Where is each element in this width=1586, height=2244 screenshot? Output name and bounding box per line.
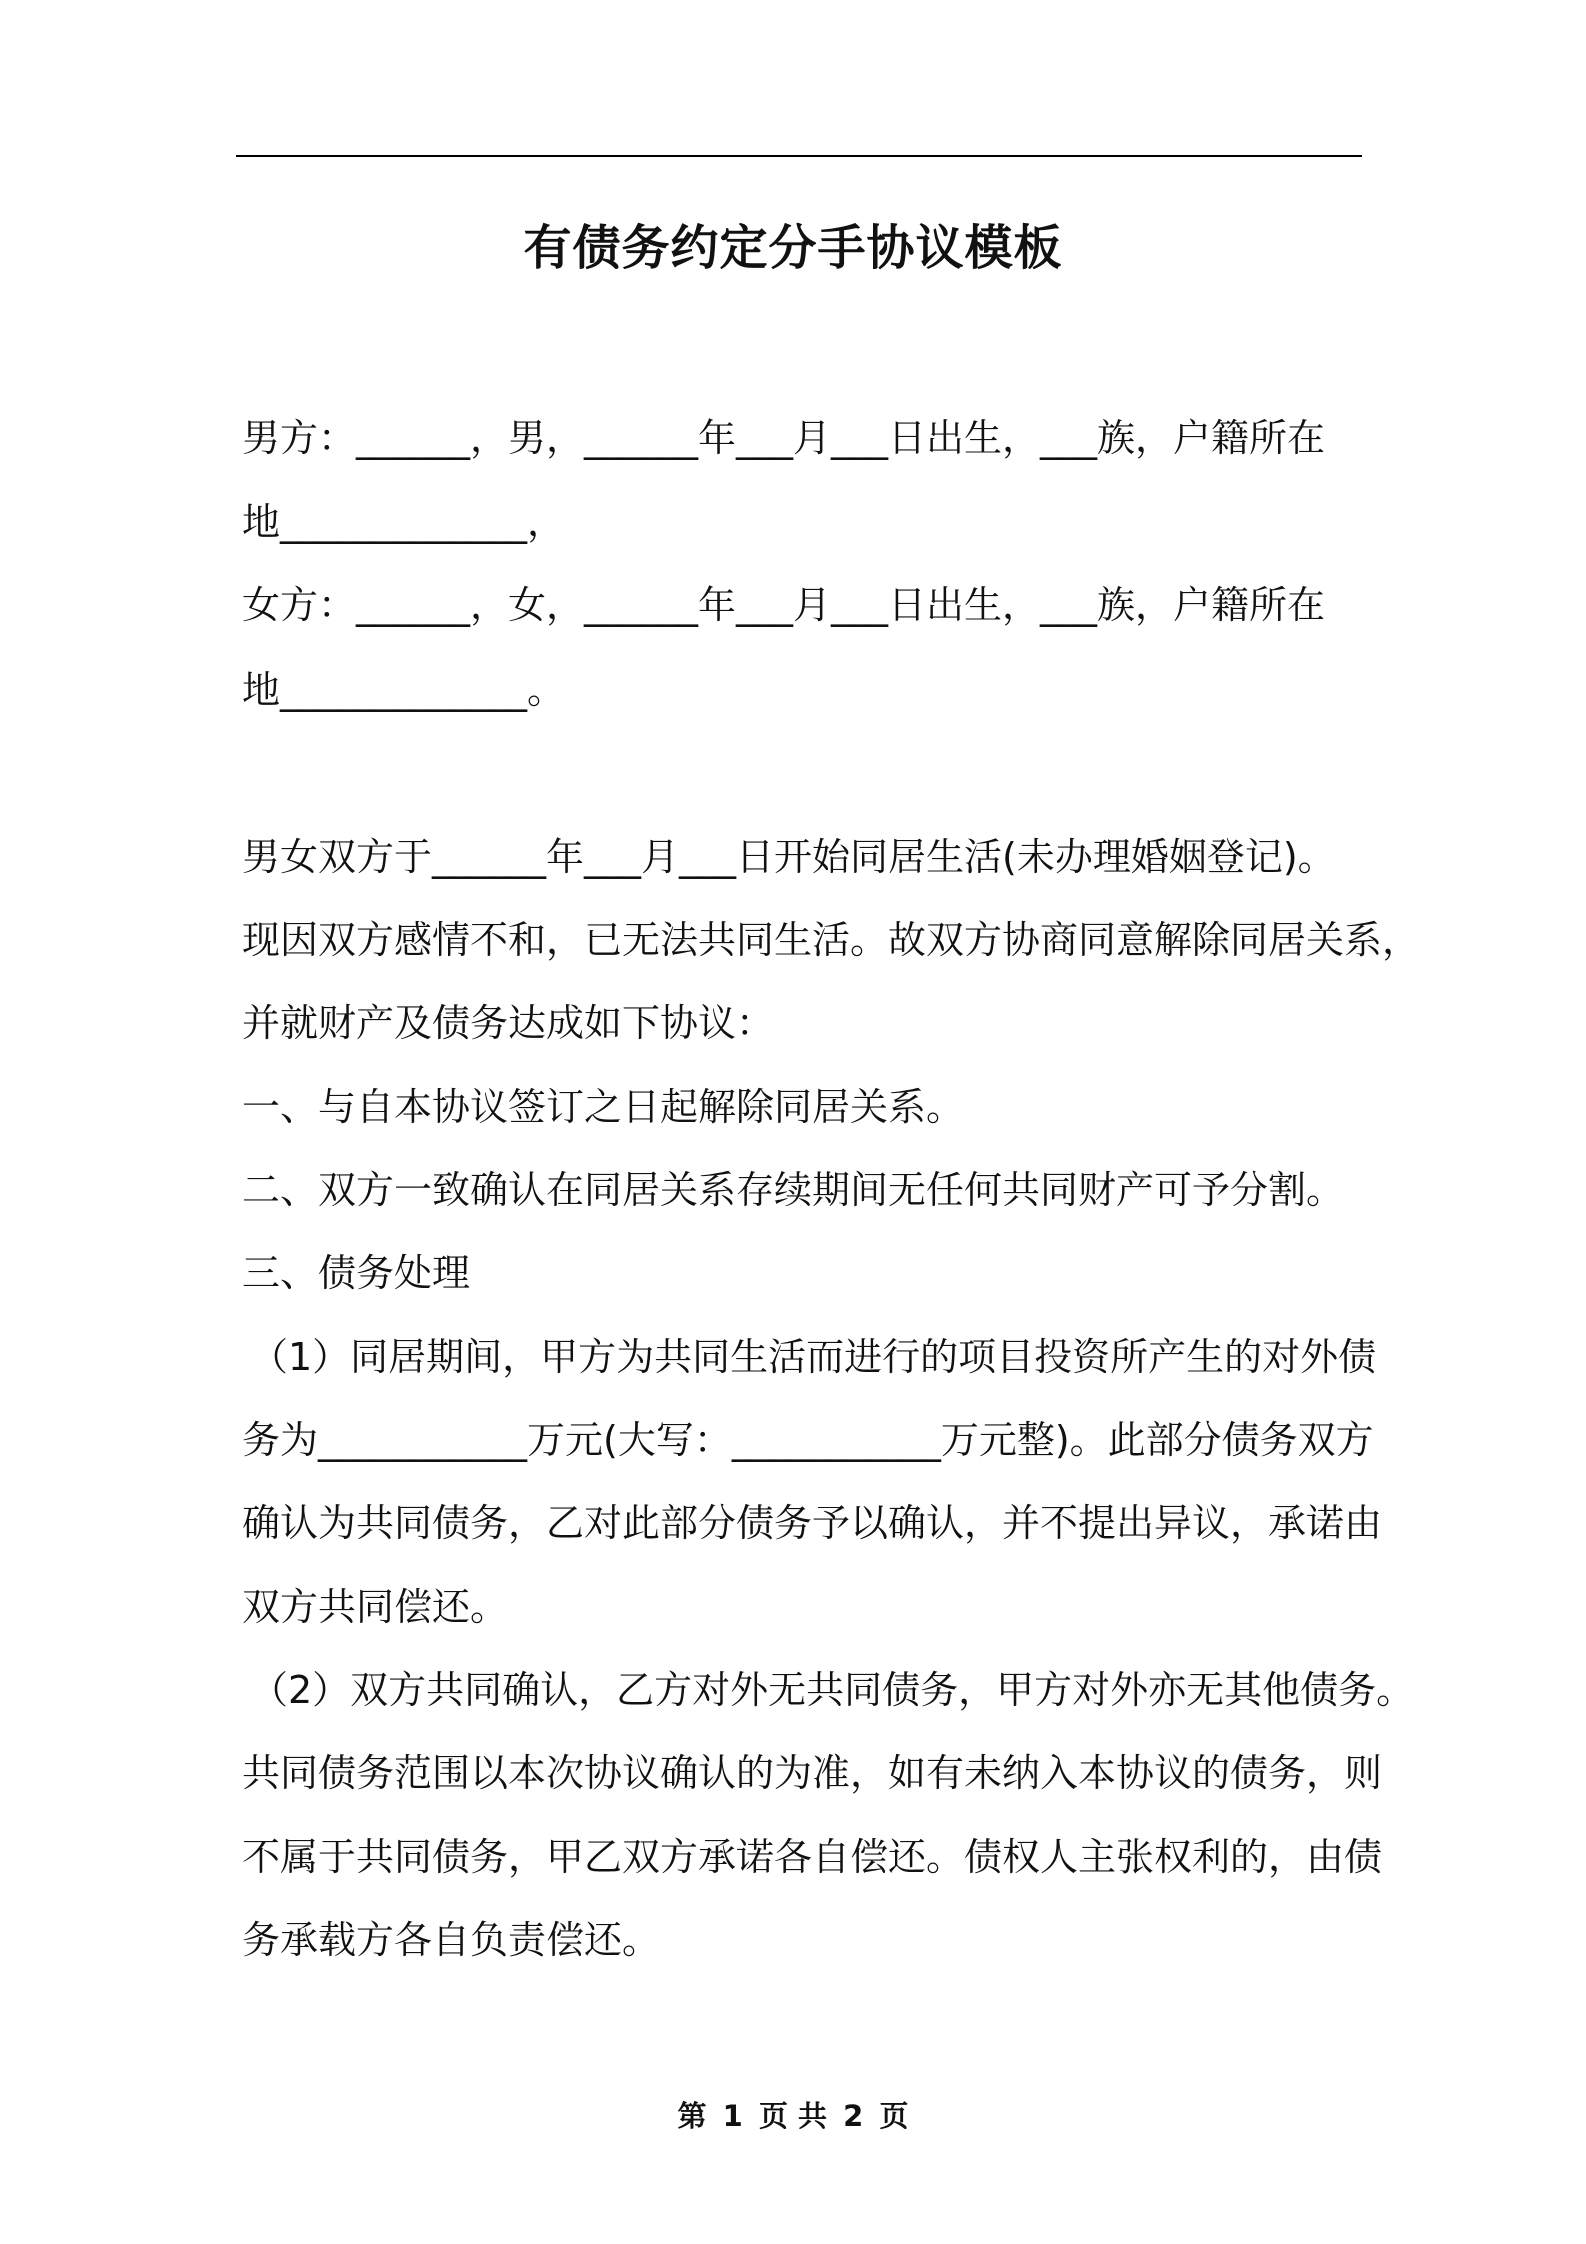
- header-rule: [236, 155, 1362, 157]
- page-middle: 页 共: [758, 2099, 828, 2133]
- debt-item-2-line: （2）双方共同确认，乙方对外无共同债务，甲方对外亦无其他债务。: [250, 1668, 1415, 1712]
- document-title: 有债务约定分手协议模板: [523, 220, 1063, 276]
- debt-item-1-line: 确认为共同债务，乙对此部分债务予以确认，并不提出异议，承诺由: [242, 1501, 1383, 1545]
- debt-item-1-line: 务为___________万元(大写：___________万元整)。此部分债务双方: [242, 1418, 1374, 1462]
- clause-3-heading: 三、债务处理: [242, 1251, 471, 1295]
- debt-item-2-line: 不属于共同债务，甲乙双方承诺各自偿还。债权人主张权利的，由债: [242, 1835, 1383, 1879]
- female-party-address-line: 地_____________。: [242, 668, 566, 712]
- total-pages: 2: [843, 2099, 864, 2133]
- page-suffix: 页: [879, 2099, 909, 2133]
- page-number: [0, 2096, 1586, 2136]
- clause-2: 二、双方一致确认在同居关系存续期间无任何共同财产可予分割。: [242, 1168, 1345, 1212]
- clause-1: 一、与自本协议签订之日起解除同居关系。: [242, 1085, 965, 1129]
- preamble-line: 并就财产及债务达成如下协议：: [242, 1001, 775, 1045]
- current-page: 1: [722, 2099, 743, 2133]
- preamble-line: 现因双方感情不和，已无法共同生活。故双方协商同意解除同居关系，: [242, 918, 1421, 962]
- debt-item-1-line: 双方共同偿还。: [242, 1585, 509, 1629]
- cohabitation-start-line: 男女双方于______年___月___日开始同居生活(未办理婚姻登记)。: [242, 835, 1336, 879]
- debt-item-2-line: 务承载方各自负责偿还。: [242, 1918, 661, 1962]
- debt-item-2-line: 共同债务范围以本次协议确认的为准，如有未纳入本协议的债务，则: [242, 1751, 1383, 1795]
- male-party-line: 男方：______，男，______年___月___日出生，___族，户籍所在: [242, 416, 1326, 460]
- debt-item-1-line: （1）同居期间，甲方为共同生活而进行的项目投资所产生的对外债: [250, 1335, 1377, 1379]
- female-party-line: 女方：______，女，______年___月___日出生，___族，户籍所在: [242, 583, 1326, 627]
- page-prefix: 第: [677, 2099, 707, 2133]
- male-party-address-line: 地_____________，: [242, 500, 566, 544]
